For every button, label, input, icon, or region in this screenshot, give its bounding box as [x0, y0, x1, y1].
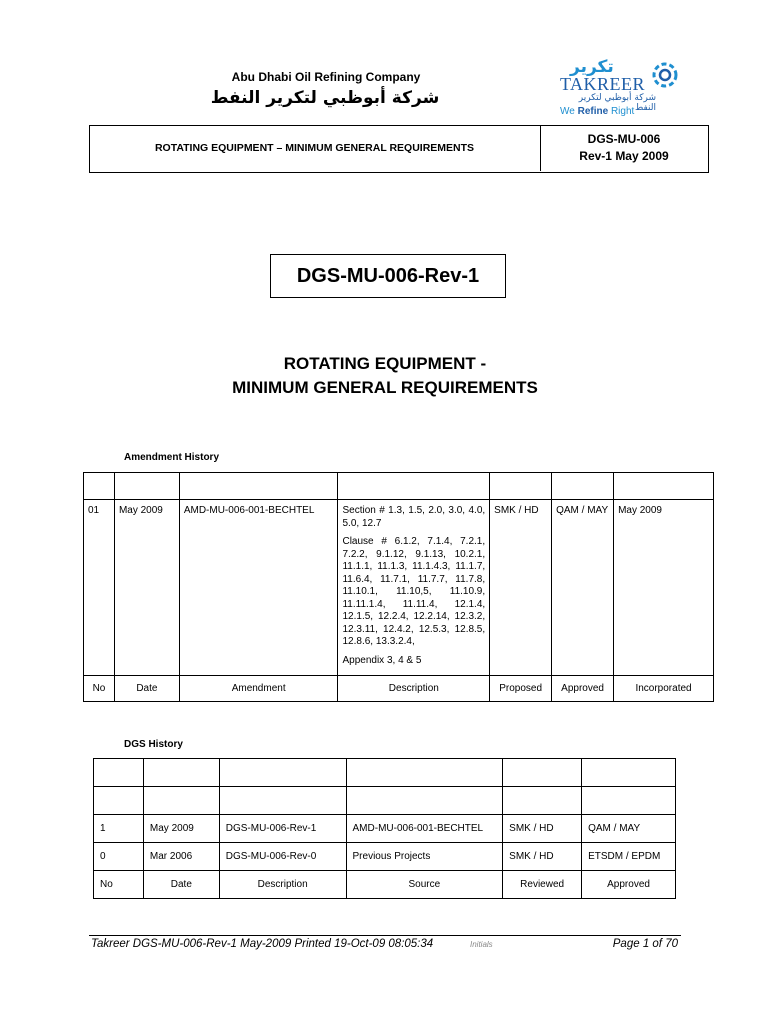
dgs-reviewed: SMK / HD	[503, 843, 582, 871]
column-header: No	[94, 871, 144, 899]
page-number: Page 1 of 70	[612, 938, 678, 950]
takreer-logo	[556, 57, 686, 122]
dgs-date: Mar 2006	[143, 843, 219, 871]
column-header: Description	[338, 676, 490, 702]
table-row	[84, 473, 714, 500]
logo-tagline: We Refine Right	[560, 106, 635, 117]
logo-arabic-subtitle: شركة أبوظبي لتكرير النفط	[578, 93, 656, 113]
table-row	[94, 787, 676, 815]
table-row	[94, 843, 676, 871]
dgs-description: DGS-MU-006-Rev-0	[219, 843, 346, 871]
logo-name: TAKREER	[560, 74, 646, 94]
column-header: Approved	[552, 676, 614, 702]
logo-emblem-icon	[652, 62, 678, 88]
table-row	[94, 759, 676, 787]
company-name-english: Abu Dhabi Oil Refining Company	[231, 70, 421, 84]
column-header: No	[84, 676, 115, 702]
amendment-history-label: Amendment History	[124, 452, 220, 463]
column-header: Incorporated	[614, 676, 714, 702]
dgs-source: AMD-MU-006-001-BECHTEL	[346, 815, 503, 843]
dgs-approved: ETSDM / EPDM	[582, 843, 676, 871]
footer-document-info: Takreer DGS-MU-006-Rev-1 May-2009 Printed 19-Oct-09 08:05:34	[91, 938, 434, 950]
column-header: Amendment	[179, 676, 338, 702]
table-header-row	[84, 676, 714, 702]
dgs-history-label: DGS History	[124, 739, 183, 750]
amendment-history-table	[83, 472, 714, 702]
amendment-proposed: SMK / HD	[490, 500, 552, 676]
dgs-history-table	[93, 758, 676, 899]
header-code-number: DGS-MU-006	[587, 132, 661, 146]
header-title: ROTATING EQUIPMENT – MINIMUM GENERAL REQUIREMENTS	[89, 125, 541, 171]
document-title	[140, 352, 630, 400]
header-code-revision: Rev-1 May 2009	[579, 149, 669, 163]
description-appendix: Appendix 3, 4 & 5	[342, 654, 422, 666]
dgs-approved: QAM / MAY	[582, 815, 676, 843]
table-row	[94, 815, 676, 843]
column-header: Proposed	[490, 676, 552, 702]
table-header-row	[94, 871, 676, 899]
amendment-no: 01	[84, 500, 115, 676]
document-title-line-1: ROTATING EQUIPMENT -	[283, 354, 487, 373]
amendment-ref: AMD-MU-006-001-BECHTEL	[179, 500, 338, 676]
amendment-incorporated: May 2009	[614, 500, 714, 676]
footer-divider	[89, 935, 681, 936]
column-header: Date	[143, 871, 219, 899]
column-header: Description	[219, 871, 346, 899]
document-title-line-2: MINIMUM GENERAL REQUIREMENTS	[232, 378, 538, 397]
description-sections: Section # 1.3, 1.5, 2.0, 3.0, 4.0, 5.0, 12.7	[342, 505, 486, 529]
dgs-no: 1	[94, 815, 144, 843]
dgs-date: May 2009	[143, 815, 219, 843]
dgs-description: DGS-MU-006-Rev-1	[219, 815, 346, 843]
description-clauses: Clause # 6.1.2, 7.1.4, 7.2.1, 7.2.2, 9.1.12, 9.1.13, 10.2.1, 11.1.1, 11.1.3, 11.1.4.3, 11.1.7, 11.6.4, 11.7.1, 11.7.7, 11.7.8, 11.10.1, 11.10,5, 11.10.9, 11.11.1.4, 11.11.4, 12.1.4, 12.1.5, 12.2.4, 12.2.14, 12.3.2, 12.3.11, 12.4.2, 12.5.3, 12.8.5, 12.8.6, 13.3.2.4,	[342, 536, 486, 647]
column-header: Source	[346, 871, 503, 899]
column-header: Approved	[582, 871, 676, 899]
dgs-no: 0	[94, 843, 144, 871]
dgs-reviewed: SMK / HD	[503, 815, 582, 843]
dgs-source: Previous Projects	[346, 843, 503, 871]
footer-initials: Initials	[470, 940, 493, 949]
logo-arabic-name: تكرير	[570, 57, 614, 77]
column-header: Reviewed	[503, 871, 582, 899]
column-header: Date	[114, 676, 179, 702]
amendment-description	[338, 500, 490, 676]
table-row	[84, 500, 714, 676]
company-name-arabic: شركة أبوظبي لتكرير النفط	[210, 88, 440, 108]
amendment-approved: QAM / MAY	[552, 500, 614, 676]
amendment-date: May 2009	[114, 500, 179, 676]
header-document-code	[541, 125, 707, 171]
document-code-box: DGS-MU-006-Rev-1	[270, 254, 506, 298]
